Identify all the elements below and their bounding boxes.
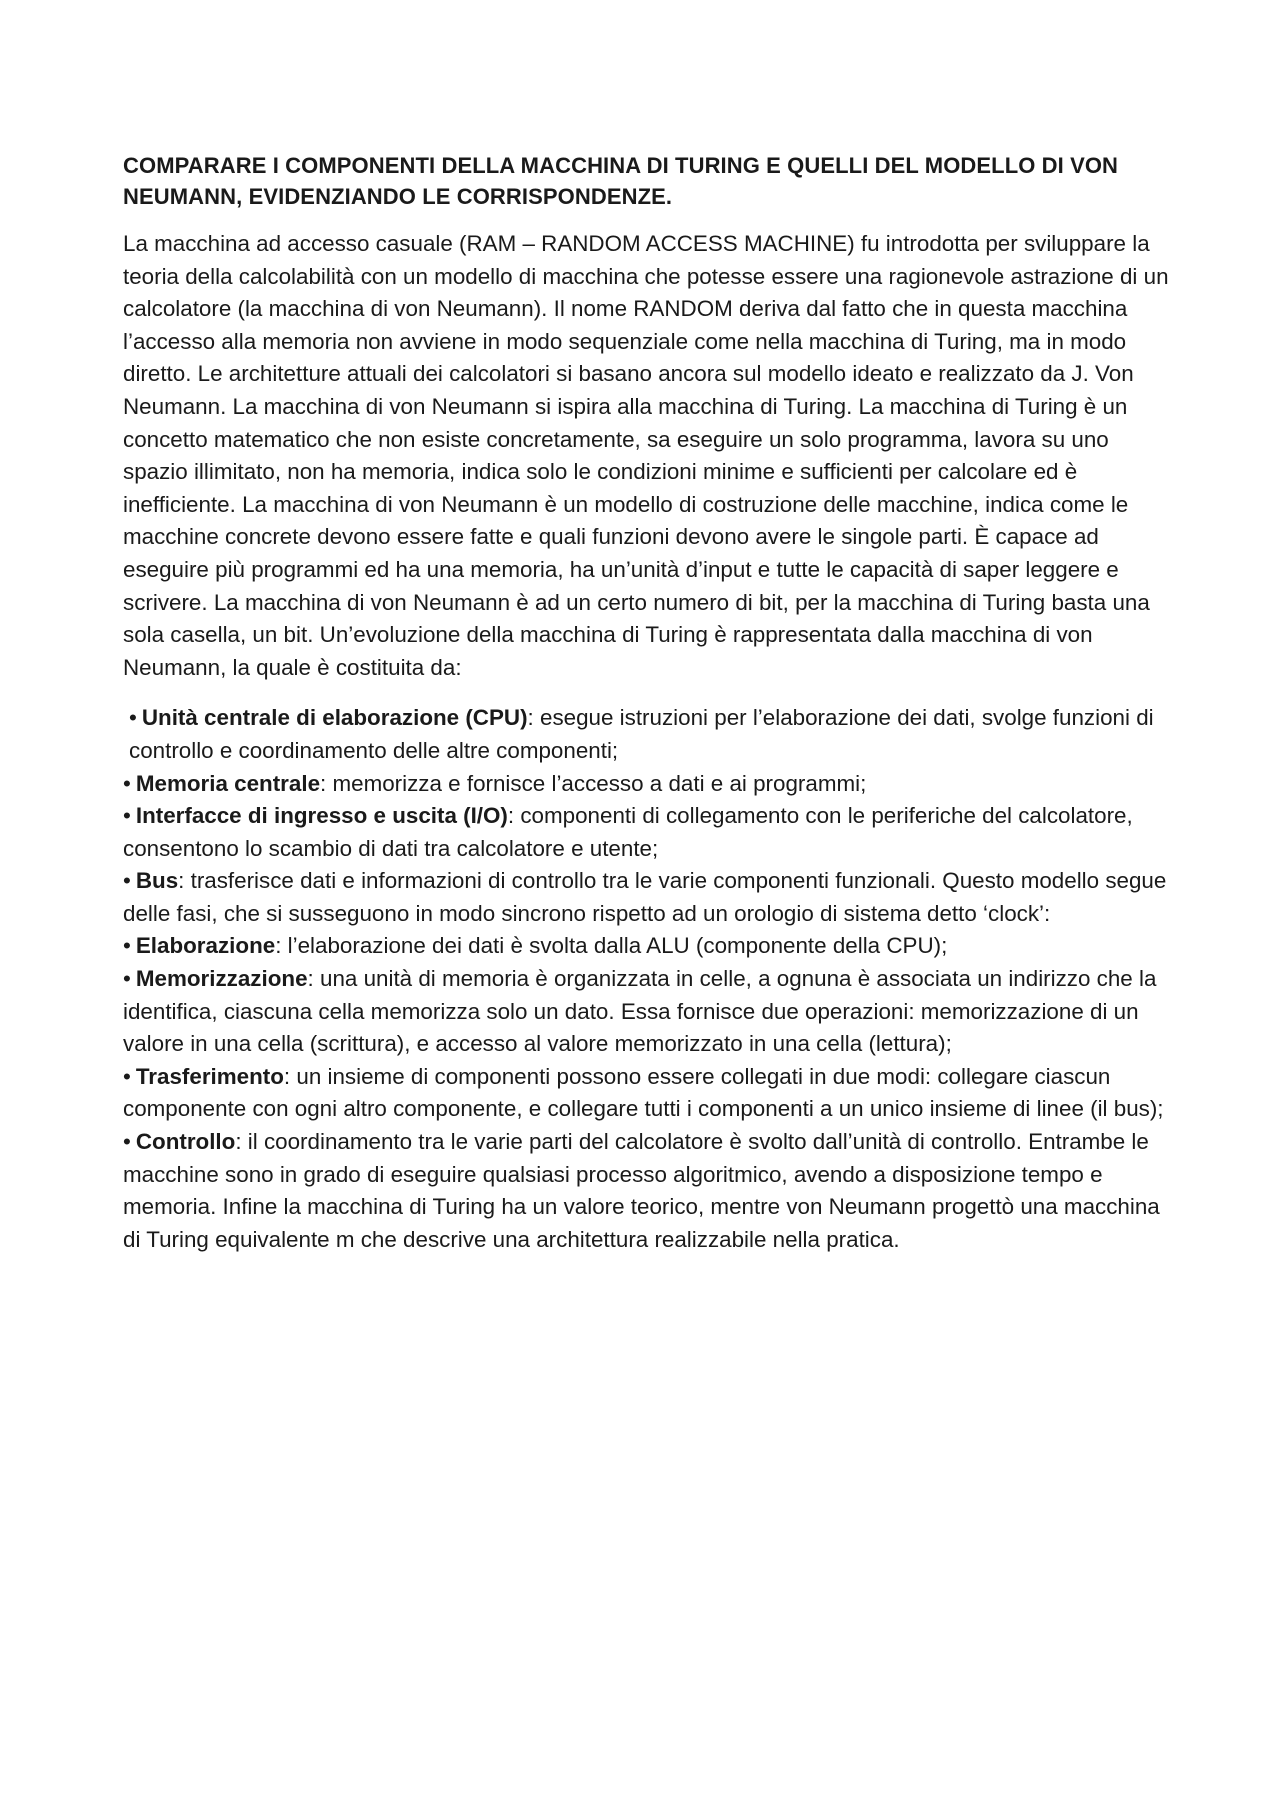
item-text: : memorizza e fornisce l’accesso a dati e ai programmi;: [320, 770, 867, 796]
bullet-icon: •: [123, 933, 131, 959]
item-term: Bus: [135, 868, 179, 894]
bullet-icon: •: [123, 966, 131, 992]
list-item: [123, 963, 1173, 1061]
item-term: Elaborazione: [135, 933, 276, 959]
item-text: : un insieme di componenti possono essere collegati in due modi: collegare ciascun componente con ogni altro componente, e collegare tutti i componenti a un unico insieme di linee (il bus);: [123, 1063, 1164, 1122]
intro-paragraph: La macchina ad accesso casuale (RAM – RANDOM ACCESS MACHINE) fu introdotta per sviluppare la teoria della calcolabilità con un modello di macchina che potesse essere una ragionevole astrazione di un calcolatore (la macchina di von Neumann). Il nome RANDOM deriva dal fatto che in questa macchina l’accesso alla memoria non avviene in modo sequenziale come nella macchina di Turing, ma in modo diretto. Le architetture attuali dei calcolatori si basano ancora sul modello ideato e realizzato da J. Von Neumann. La macchina di von Neumann si ispira alla macchina di Turing. La macchina di Turing è un concetto matematico che non esiste concretamente, sa eseguire un solo programma, lavora su uno spazio illimitato, non ha memoria, indica solo le condizioni minime e sufficienti per calcolare ed è inefficiente. La macchina di von Neumann è un modello di costruzione delle macchine, indica come le macchine concrete devono essere fatte e quali funzioni devono avere le singole parti. È capace ad eseguire più programmi ed ha una memoria, ha un’unità d’input e tutte le capacità di saper leggere e scrivere. La macchina di von Neumann è ad un certo numero di bit, per la macchina di Turing basta una sola casella, un bit. Un’evoluzione della macchina di Turing è rappresentata dalla macchina di von Neumann, la quale è costituita da:: [123, 231, 1169, 680]
item-term: Trasferimento: [135, 1063, 284, 1089]
document-page: [123, 150, 1173, 1256]
item-term: Unità centrale di elaborazione (CPU): [141, 705, 528, 731]
item-text: : una unità di memoria è organizzata in celle, a ognuna è associata un indirizzo che la identifica, ciascuna cella memorizza solo un dato. Essa fornisce due operazioni: memorizzazione di un valore in una cella (scrittura), e accesso al valore memorizzato in una cella (lettura);: [123, 966, 1157, 1057]
list-item: [123, 702, 1173, 767]
bullet-icon: •: [123, 1063, 131, 1089]
bullet-icon: •: [129, 705, 137, 731]
item-text: : trasferisce dati e informazioni di controllo tra le varie componenti funzionali. Questo modello segue delle fasi, che si susseguono in modo sincrono rispetto ad un orologio di sistema detto ‘clock’:: [123, 868, 1167, 926]
document-title: COMPARARE I COMPONENTI DELLA MACCHINA DI TURING E QUELLI DEL MODELLO DI VON NEUMANN, EVIDENZIANDO LE CORRISPONDENZE.: [123, 153, 1119, 209]
item-term: Interfacce di ingresso e uscita (I/O): [135, 803, 508, 829]
item-term: Memorizzazione: [135, 966, 308, 992]
list-item: [123, 865, 1173, 930]
item-text: : componenti di collegamento con le periferiche del calcolatore, consentono lo scambio di dati tra calcolatore e utente;: [123, 803, 1133, 861]
list-item: [123, 800, 1173, 865]
bullet-icon: •: [123, 803, 131, 829]
item-text: : l’elaborazione dei dati è svolta dalla ALU (componente della CPU);: [275, 933, 948, 959]
item-text: : il coordinamento tra le varie parti del calcolatore è svolto dall’unità di controllo. Entrambe le macchine sono in grado di eseguire qualsiasi processo algoritmico, avendo a disposizione tempo e memoria. Infine la macchina di Turing ha un valore teorico, mentre von Neumann progettò una macchina di Turing equivalente m che descrive una architettura realizzabile nella pratica.: [123, 1129, 1160, 1252]
list-item: [123, 1126, 1173, 1256]
item-text: : esegue istruzioni per l’elaborazione dei dati, svolge funzioni di controllo e coordinamento delle altre componenti;: [129, 705, 1154, 763]
item-term: Memoria centrale: [135, 770, 321, 796]
bullet-icon: •: [123, 868, 131, 894]
list-item: [123, 768, 1173, 801]
list-item: [123, 930, 1173, 963]
item-term: Controllo: [135, 1129, 236, 1155]
bullet-icon: •: [123, 1129, 131, 1155]
bullet-icon: •: [123, 770, 131, 796]
component-list: [123, 702, 1173, 1256]
list-item: [123, 1061, 1173, 1126]
